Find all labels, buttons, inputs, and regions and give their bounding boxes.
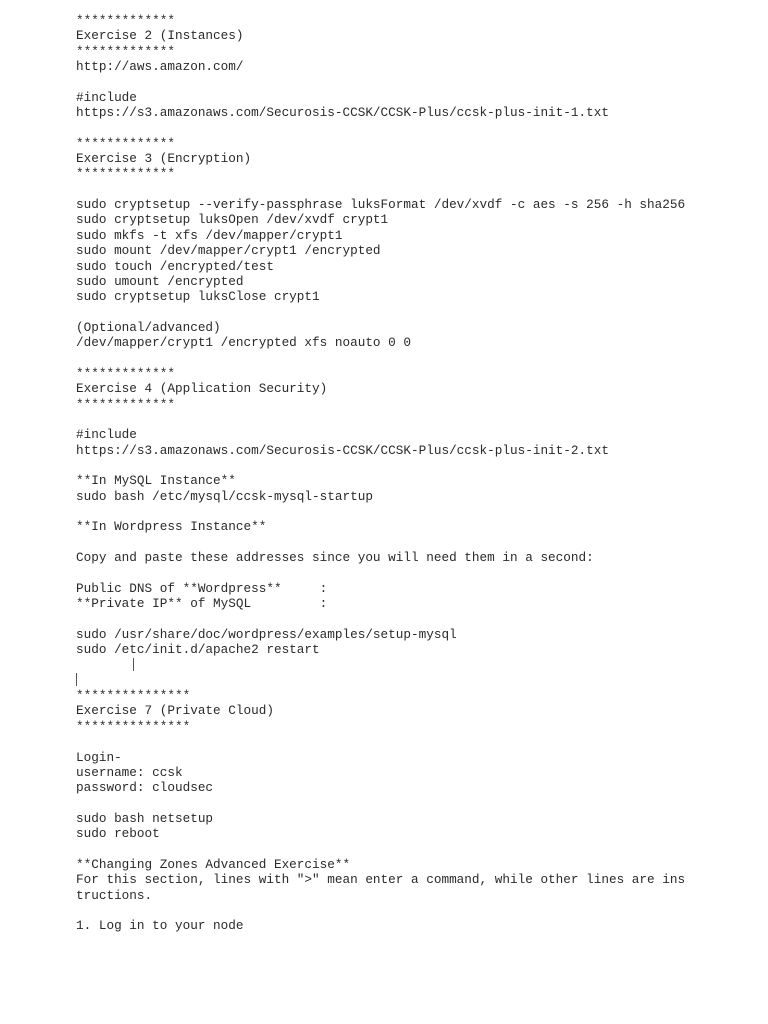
document-line: ************* [76, 43, 175, 59]
document-line: sudo bash netsetup [76, 810, 214, 826]
document-line: Login- [76, 749, 122, 765]
document-line: sudo umount /encrypted [76, 273, 244, 289]
document-line: https://s3.amazonaws.com/Securosis-CCSK/CCSK-Plus/ccsk-plus-init-1.txt [76, 105, 609, 121]
document-line: ************* [76, 166, 175, 182]
document-line: sudo /etc/init.d/apache2 restart [76, 642, 320, 658]
document-line: **In MySQL Instance** [76, 473, 236, 489]
document-line: **Private IP** of MySQL : [76, 596, 328, 612]
document-line: Exercise 3 (Encryption) [76, 151, 252, 167]
document-line: (Optional/advanced) [76, 319, 221, 335]
document-line: Exercise 4 (Application Security) [76, 381, 328, 397]
document-line [76, 305, 685, 320]
document-line: *************** [76, 718, 191, 734]
document-line: sudo cryptsetup --verify-passphrase luksFormat /dev/xvdf -c aes -s 256 -h sha256 [76, 197, 686, 213]
document-line [76, 734, 685, 749]
document-line [76, 182, 685, 197]
document-line: *************** [76, 688, 191, 704]
document-line: ************* [76, 135, 175, 151]
document-line: password: cloudsec [76, 780, 214, 796]
document-line: username: ccsk [76, 764, 183, 780]
document-line: #include [76, 89, 137, 105]
document-line: Exercise 2 (Instances) [76, 28, 244, 44]
document-line [76, 351, 685, 366]
document-line [76, 903, 685, 918]
document-line: sudo reboot [76, 826, 160, 842]
document-line [76, 673, 685, 688]
document-line: https://s3.amazonaws.com/Securosis-CCSK/CCSK-Plus/ccsk-plus-init-2.txt [76, 442, 609, 458]
document-line [76, 657, 685, 672]
document-line: Copy and paste these addresses since you will need them in a second: [76, 550, 594, 566]
document-line: 1. Log in to your node [76, 918, 244, 934]
document-line [76, 120, 685, 135]
document-line [76, 458, 685, 473]
document-line: http://aws.amazon.com/ [76, 59, 244, 75]
document-line: #include [76, 427, 137, 443]
document-line: sudo bash /etc/mysql/ccsk-mysql-startup [76, 488, 373, 504]
document-line [76, 535, 685, 550]
document-line [76, 611, 685, 626]
document-line [76, 565, 685, 580]
document-line: **In Wordpress Instance** [76, 519, 267, 535]
document-text [76, 13, 685, 934]
text-cursor-mark [133, 658, 134, 671]
document-line: ************* [76, 13, 175, 28]
document-line: sudo cryptsetup luksClose crypt1 [76, 289, 320, 305]
document-line [76, 412, 685, 427]
document-line: sudo mount /dev/mapper/crypt1 /encrypted [76, 243, 381, 259]
document-line: tructions. [76, 887, 153, 903]
document-line: ************* [76, 396, 175, 412]
text-cursor-mark-left [76, 673, 77, 686]
document-line: sudo cryptsetup luksOpen /dev/xvdf crypt1 [76, 212, 389, 228]
document-line [76, 504, 685, 519]
document-line: /dev/mapper/crypt1 /encrypted xfs noauto 0 0 [76, 335, 412, 351]
document-line: sudo touch /encrypted/test [76, 258, 274, 274]
document-line: For this section, lines with ">" mean enter a command, while other lines are ins [76, 872, 686, 888]
document-line: ************* [76, 365, 175, 381]
document-line: sudo mkfs -t xfs /dev/mapper/crypt1 [76, 227, 343, 243]
document-line: sudo /usr/share/doc/wordpress/examples/setup-mysql [76, 626, 457, 642]
document-line [76, 842, 685, 857]
document-line: Exercise 7 (Private Cloud) [76, 703, 274, 719]
document-line: **Changing Zones Advanced Exercise** [76, 856, 351, 872]
document-line: Public DNS of **Wordpress** : [76, 580, 328, 596]
document-line [76, 796, 685, 811]
document-line [76, 74, 685, 89]
